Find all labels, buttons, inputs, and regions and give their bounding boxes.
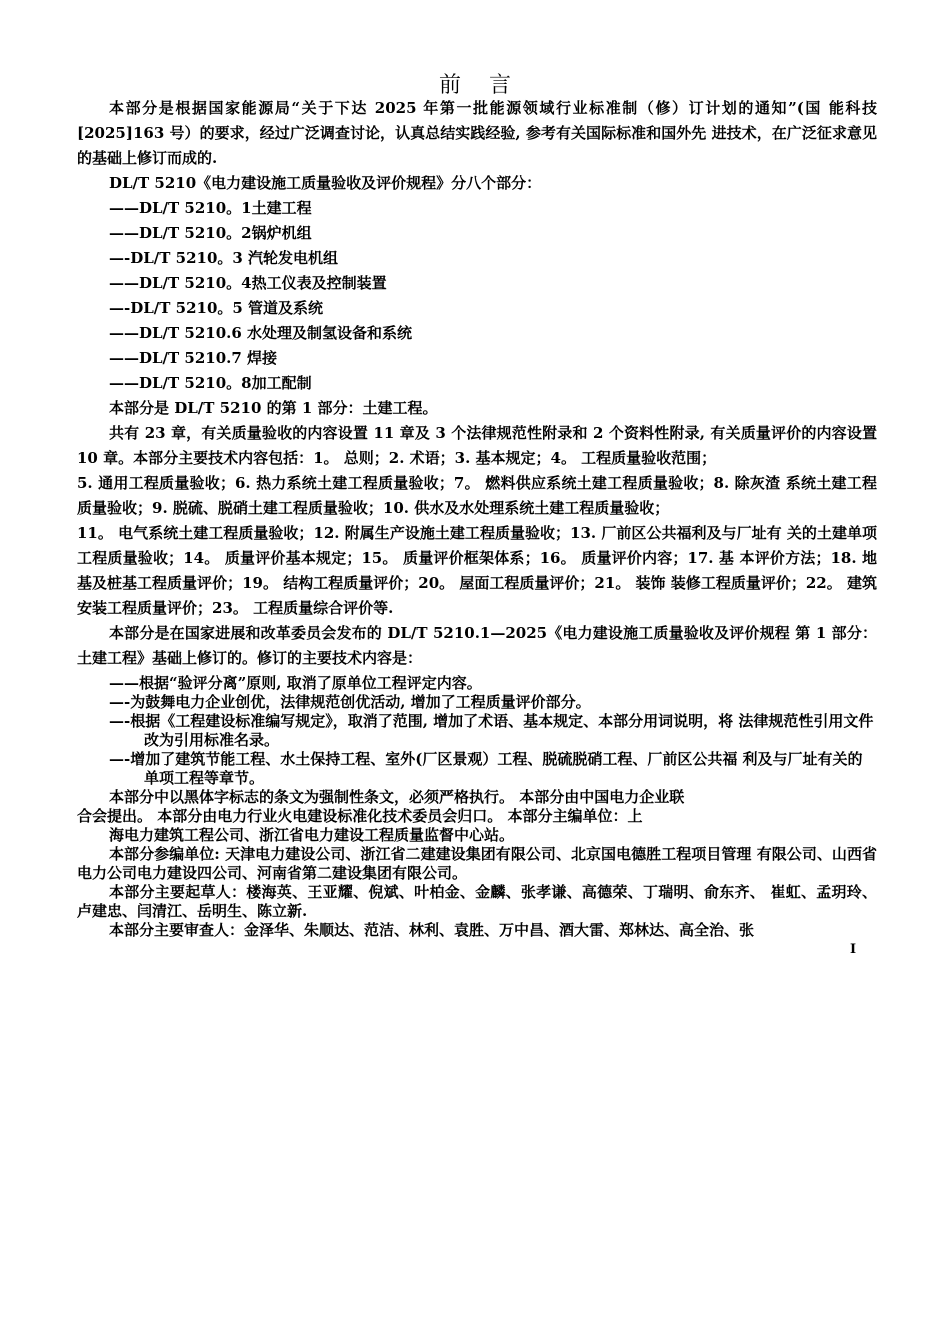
part-item: —-DL/T 5210。3 汽轮发电机组	[109, 249, 339, 267]
part-item: ——DL/T 5210。1土建工程	[109, 199, 312, 217]
contents-paragraph-2: 5. 通用工程质量验收；6. 热力系统土建工程质量验收；7。 燃料供应系统土建工程质量验收；8. 除灰渣 系统土建工程质量验收；9. 脱硫、脱硝土建工程质量验收；10. 供水及水处理系统土建工程质量验收；	[77, 474, 877, 517]
drafters-paragraph: 本部分主要起草人：楼海英、王亚耀、倪斌、叶柏金、金麟、张孝谦、高德荣、丁瑞明、俞东齐、 崔虹、孟玥玲、卢建忠、闫清江、岳明生、陈立新.	[77, 883, 877, 920]
revision-item: —-根据《工程建设标准编写规定》，取消了范围, 增加了术语、基本规定、本部分用词说明，将 法律规范性引用文件改为引用标准名录。	[109, 712, 874, 749]
part-item: ——DL/T 5210。2锅炉机组	[109, 224, 312, 242]
reviewers-paragraph: 本部分主要审查人：金泽华、朱顺达、范洁、林利、袁胜、万中昌、酒大雷、郑林达、高全治、张	[109, 921, 755, 939]
part-item: ——DL/T 5210。4热工仪表及控制装置	[109, 274, 387, 292]
page-number: I	[850, 942, 857, 957]
part-item: —-DL/T 5210。5 管道及系统	[109, 299, 324, 317]
revision-item: —-增加了建筑节能工程、水土保持工程、室外(厂区景观）工程、脱硫脱硝工程、厂前区公共福 利及与厂址有关的单项工程等章节。	[109, 750, 863, 787]
mandatory-line: 合会提出。 本部分由电力行业火电建设标准化技术委员会归口。 本部分主编单位：上	[77, 807, 643, 825]
participants-paragraph: 本部分参编单位: 天津电力建设公司、浙江省二建建设集团有限公司、北京国电德胜工程项目管理 有限公司、山西省电力公司电力建设四公司、河南省第二建设集团有限公司。	[77, 845, 877, 882]
page-title: 前言	[438, 73, 539, 98]
part-item: ——DL/T 5210。8加工配制	[109, 374, 312, 392]
parts-intro: DL/T 5210《电力建设施工质量验收及评价规程》分八个部分：	[109, 174, 542, 192]
revision-intro-paragraph: 本部分是在国家进展和改革委员会发布的 DL/T 5210.1—2025《电力建设施工质量验收及评价规程 第 1 部分：土建工程》基础上修订的。修订的主要技术内容是：	[77, 624, 877, 667]
part-item: ——DL/T 5210.7 焊接	[109, 349, 278, 367]
part-statement: 本部分是 DL/T 5210 的第 1 部分：土建工程。	[109, 399, 438, 417]
mandatory-line: 本部分中以黑体字标志的条文为强制性条文，必须严格执行。 本部分由中国电力企业联	[109, 788, 685, 806]
revision-item: ——根据“验评分离”原则, 取消了原单位工程评定内容。	[109, 674, 482, 692]
intro-paragraph: 本部分是根据国家能源局“关于下达 2025 年第一批能源领域行业标准制（修）订计划的通知”(国 能科技[2025]163 号）的要求，经过广泛调查讨论，认真总结实践经验, 参考有关国际标准和国外先 进技术，在广泛征求意见的基础上修订而成的.	[77, 99, 877, 167]
revision-item: —-为鼓舞电力企业创优，法律规范创优活动, 增加了工程质量评价部分。	[109, 693, 591, 711]
part-item: ——DL/T 5210.6 水处理及制氢设备和系统	[109, 324, 413, 342]
contents-paragraph-1: 共有 23 章，有关质量验收的内容设置 11 章及 3 个法律规范性附录和 2 个资料性附录, 有关质量评价的内容设置 10 章。本部分主要技术内容包括：1。 总则；2. 术语；3. 基本规定；4。 工程质量验收范围；	[77, 424, 877, 467]
contents-paragraph-3: 11。 电气系统土建工程质量验收；12. 附属生产设施土建工程质量验收；13. 厂前区公共福利及与厂址有 关的土建单项工程质量验收；14。 质量评价基本规定；15。 质量评价框架体系；16。 质量评价内容；17. 基 本评价方法；18. 地基及桩基工程质量评价；19。 结构工程质量评价；20。 屋面工程质量评价；21。 装饰 装修工程质量评价；22。 建筑安装工程质量评价；23。 工程质量综合评价等.	[77, 524, 877, 617]
mandatory-line: 海电力建筑工程公司、浙江省电力建设工程质量监督中心站。	[109, 826, 515, 844]
